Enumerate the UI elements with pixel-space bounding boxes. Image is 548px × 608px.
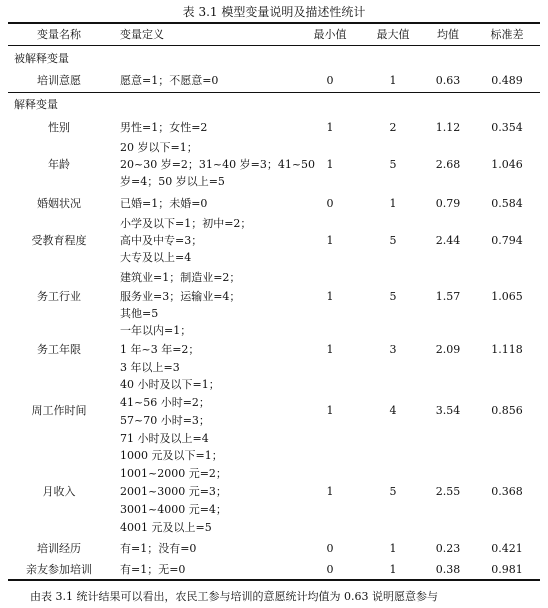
row-mean: 2.44 bbox=[435, 234, 461, 247]
row-sd: 1.065 bbox=[491, 290, 523, 303]
row-mean: 1.57 bbox=[435, 290, 461, 303]
body-paragraph: 由表 3.1 统计结果可以看出，农民工参与培训的意愿统计均值为 0.63 说明愿意参与 bbox=[30, 590, 438, 603]
row-definition-line: 57~70 小时=3； bbox=[120, 414, 210, 427]
row-min: 1 bbox=[326, 121, 334, 134]
row-definition-line: 3 年以上=3 bbox=[120, 361, 180, 374]
row-definition: 有=1；无=0 bbox=[120, 563, 186, 576]
row-definition-line: 1001~2000 元=2； bbox=[120, 467, 227, 480]
header-definition: 变量定义 bbox=[120, 28, 164, 41]
row-definition-line: 服务业=3；运输业=4； bbox=[120, 290, 241, 303]
row-name: 月收入 bbox=[42, 485, 76, 498]
row-name: 务工年限 bbox=[37, 343, 81, 356]
row-mean: 0.63 bbox=[435, 74, 461, 87]
row-max: 5 bbox=[389, 485, 397, 498]
row-definition: 愿意=1；不愿意=0 bbox=[120, 74, 219, 87]
row-max: 1 bbox=[389, 563, 397, 576]
row-max: 2 bbox=[389, 121, 397, 134]
row-sd: 0.856 bbox=[491, 404, 523, 417]
header-sd: 标准差 bbox=[490, 28, 524, 41]
row-sd: 0.368 bbox=[491, 485, 523, 498]
row-sd: 0.794 bbox=[491, 234, 523, 247]
row-name: 培训经历 bbox=[37, 542, 81, 555]
row-name: 亲友参加培训 bbox=[26, 563, 92, 576]
row-max: 1 bbox=[389, 542, 397, 555]
row-definition-line: 建筑业=1；制造业=2； bbox=[120, 271, 241, 284]
table-caption: 表 3.1 模型变量说明及描述性统计 bbox=[182, 5, 366, 19]
row-max: 1 bbox=[389, 197, 397, 210]
row-definition-line: 20~30 岁=2；31~40 岁=3；41~50 bbox=[120, 158, 316, 171]
row-definition-line: 71 小时及以上=4 bbox=[120, 432, 209, 445]
row-mean: 0.23 bbox=[435, 542, 461, 555]
row-min: 0 bbox=[326, 74, 334, 87]
row-name: 性别 bbox=[48, 121, 70, 134]
bottom-rule bbox=[8, 579, 540, 581]
row-sd: 0.354 bbox=[491, 121, 523, 134]
row-min: 0 bbox=[326, 563, 334, 576]
row-definition-line: 40 小时及以下=1； bbox=[120, 378, 220, 391]
row-definition: 有=1；没有=0 bbox=[120, 542, 197, 555]
row-mean: 3.54 bbox=[435, 404, 461, 417]
row-max: 3 bbox=[389, 343, 397, 356]
group-label-dependent: 被解释变量 bbox=[14, 52, 69, 65]
row-min: 1 bbox=[326, 343, 334, 356]
row-min: 1 bbox=[326, 234, 334, 247]
row-sd: 0.584 bbox=[491, 197, 523, 210]
row-definition-line: 高中及中专=3； bbox=[120, 234, 203, 247]
header-name: 变量名称 bbox=[37, 28, 81, 41]
row-min: 1 bbox=[326, 485, 334, 498]
row-sd: 1.046 bbox=[491, 158, 523, 171]
row-definition-line: 1 年~3 年=2； bbox=[120, 343, 200, 356]
row-sd: 0.489 bbox=[491, 74, 523, 87]
row-definition-line: 小学及以下=1；初中=2； bbox=[120, 217, 252, 230]
row-name: 周工作时间 bbox=[31, 404, 87, 417]
row-name: 年龄 bbox=[48, 158, 70, 171]
top-rule bbox=[8, 22, 540, 24]
row-sd: 0.421 bbox=[491, 542, 523, 555]
row-name: 婚姻状况 bbox=[37, 197, 81, 210]
row-name: 培训意愿 bbox=[37, 74, 81, 87]
row-definition: 男性=1；女性=2 bbox=[120, 121, 208, 134]
group-label-explanatory: 解释变量 bbox=[14, 98, 58, 111]
row-min: 0 bbox=[326, 197, 334, 210]
section-rule bbox=[8, 92, 540, 93]
row-definition-line: 岁=4；50 岁以上=5 bbox=[120, 175, 225, 188]
row-min: 0 bbox=[326, 542, 334, 555]
row-mean: 2.55 bbox=[435, 485, 461, 498]
row-name: 受教育程度 bbox=[31, 234, 87, 247]
row-definition-line: 2001~3000 元=3； bbox=[120, 485, 227, 498]
row-definition-line: 1000 元及以下=1； bbox=[120, 449, 223, 462]
row-definition-line: 一年以内=1； bbox=[120, 324, 192, 337]
row-mean: 1.12 bbox=[435, 121, 461, 134]
row-definition-line: 4001 元及以上=5 bbox=[120, 521, 212, 534]
row-definition: 已婚=1；未婚=0 bbox=[120, 197, 208, 210]
row-definition-line: 3001~4000 元=4； bbox=[120, 503, 227, 516]
header-min: 最小值 bbox=[313, 28, 347, 41]
row-mean: 2.09 bbox=[435, 343, 461, 356]
row-min: 1 bbox=[326, 290, 334, 303]
row-mean: 0.38 bbox=[435, 563, 461, 576]
row-min: 1 bbox=[326, 158, 334, 171]
row-min: 1 bbox=[326, 404, 334, 417]
row-max: 1 bbox=[389, 74, 397, 87]
row-definition-line: 20 岁以下=1； bbox=[120, 141, 198, 154]
row-sd: 1.118 bbox=[491, 343, 523, 356]
row-sd: 0.981 bbox=[491, 563, 523, 576]
row-definition-line: 41~56 小时=2； bbox=[120, 396, 210, 409]
row-max: 4 bbox=[389, 404, 397, 417]
header-max: 最大值 bbox=[376, 28, 410, 41]
row-name: 务工行业 bbox=[37, 290, 81, 303]
row-definition-line: 大专及以上=4 bbox=[120, 251, 192, 264]
row-max: 5 bbox=[389, 290, 397, 303]
row-definition-line: 其他=5 bbox=[120, 307, 159, 320]
header-rule bbox=[8, 45, 540, 46]
row-max: 5 bbox=[389, 234, 397, 247]
row-mean: 0.79 bbox=[435, 197, 461, 210]
header-mean: 均值 bbox=[437, 28, 459, 41]
row-mean: 2.68 bbox=[435, 158, 461, 171]
row-max: 5 bbox=[389, 158, 397, 171]
